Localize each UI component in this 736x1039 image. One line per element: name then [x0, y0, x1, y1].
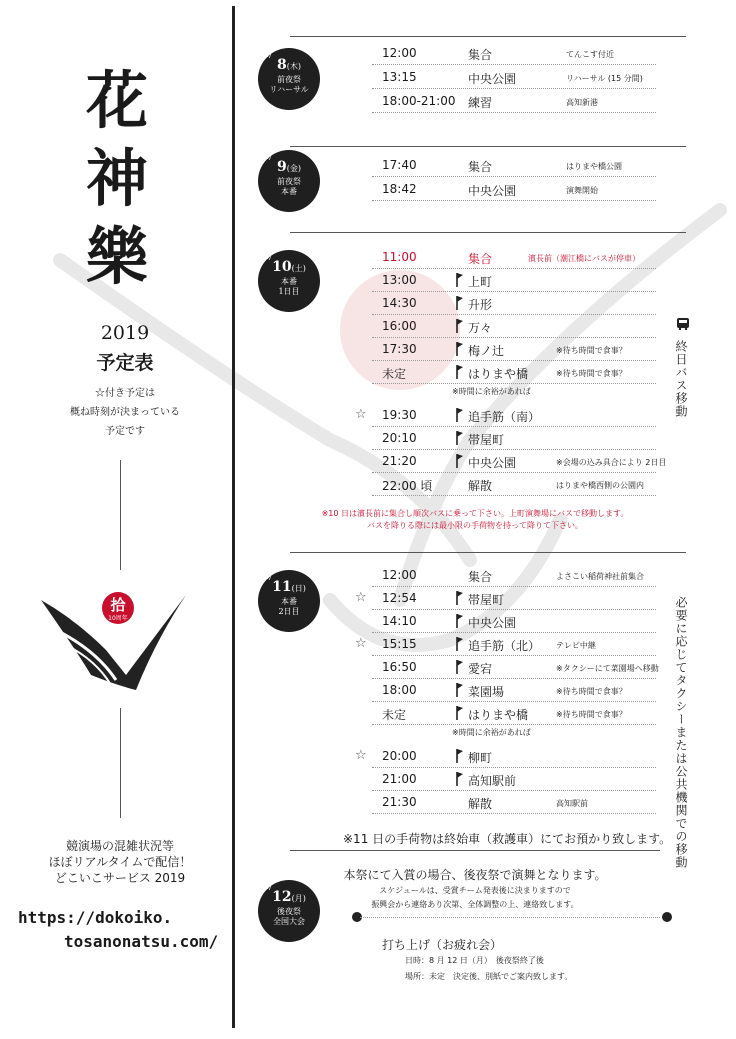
row-event: 集合: [468, 160, 493, 174]
schedule-row: [372, 633, 656, 656]
service-url-line2[interactable]: tosanonatsu.com/: [64, 932, 219, 951]
row-time: 18:00: [382, 683, 417, 697]
live-info-line: ほぼリアルタイムで配信！: [48, 855, 192, 869]
row-event: 梅ノ辻: [468, 344, 505, 358]
party-place: 場所：未定 決定後、別紙でご案内致します。: [405, 972, 573, 981]
row-time: 17:40: [382, 158, 417, 172]
schedule-row: [372, 473, 656, 496]
row-event: 解散: [468, 797, 493, 811]
row-event: 集合: [468, 252, 493, 266]
schedule-row: [372, 450, 667, 473]
title-char-2: 神: [85, 142, 148, 215]
row-event: 高知駅前: [468, 774, 517, 788]
bus-icon: [676, 318, 690, 330]
row-note: ※会場の込み具合により 2日目: [556, 458, 667, 467]
row-note: はりまや橋公園: [566, 162, 622, 171]
row-event: はりまや橋: [468, 367, 529, 381]
schedule-row: [372, 42, 656, 65]
row-event: 集合: [468, 570, 493, 584]
badge-day: 9(金): [277, 159, 301, 175]
logo-badge-bottom: 10周年: [108, 615, 128, 622]
row-event: 上町: [468, 275, 493, 289]
live-info-line: どこいこサービス 2019: [54, 871, 186, 885]
badge-month: 8/: [264, 572, 272, 581]
star-icon: ☆: [355, 748, 367, 763]
banner-pole-icon: [454, 453, 464, 469]
banner-pole-icon: [454, 636, 464, 652]
row-time: 12:54: [382, 591, 417, 605]
divider: [120, 708, 121, 818]
row-note: ※待ち時間で食事？: [556, 687, 627, 696]
row-time: 12:00: [382, 568, 417, 582]
banner-pole-icon: [454, 613, 464, 629]
row-event: 菜園場: [468, 685, 505, 699]
banner-pole-icon: [454, 682, 464, 698]
row-time: 20:00: [382, 749, 417, 763]
badge-subtitle: 前夜祭 本番: [277, 177, 301, 196]
finale-line-2: スケジュールは、受賞チーム発表後に決まりますので: [379, 886, 571, 895]
row-event: 追手筋（北）: [468, 639, 541, 653]
row-time: 16:50: [382, 660, 417, 674]
date-badge: [258, 250, 320, 312]
row-time: 12:00: [382, 46, 417, 60]
row-time: 13:15: [382, 70, 417, 84]
row-time: 19:30: [382, 408, 417, 422]
section-divider: [290, 552, 686, 553]
star-legend-line: 概ね時刻が決まっている: [70, 407, 180, 418]
row-note: テレビ中継: [556, 641, 596, 650]
star-icon: ☆: [355, 590, 367, 605]
schedule-row: [372, 269, 656, 292]
row-note: ※待ち時間で食事？: [556, 346, 627, 355]
schedule-row: [372, 656, 659, 679]
schedule-row: [372, 564, 656, 587]
row-time: 15:15: [382, 637, 417, 651]
finale-line-1: 本祭にて入賞の場合、後夜祭で演舞となります。: [343, 868, 607, 882]
schedule-row: [372, 768, 656, 791]
section-divider: [290, 850, 660, 851]
row-time: 14:30: [382, 296, 417, 310]
banner-pole-icon: [454, 705, 464, 721]
badge-day: 8(木): [277, 57, 301, 73]
service-url-line1[interactable]: https://dokoiko.: [18, 908, 173, 927]
schedule-row: [372, 246, 656, 269]
badge-month: 8/: [264, 252, 272, 261]
live-info-notice: [20, 838, 220, 886]
schedule-row: [372, 292, 656, 315]
row-event: 柳町: [468, 751, 493, 765]
badge-day: 11(日): [272, 579, 306, 595]
team-logo-crane: [36, 580, 196, 710]
banner-pole-icon: [454, 430, 464, 446]
main-vertical-divider: [232, 6, 235, 1028]
badge-month: 8/: [264, 882, 272, 891]
schedule-row: [372, 66, 656, 89]
badge-subtitle: 後夜祭 全国大会: [273, 907, 305, 926]
schedule-row: [372, 361, 656, 384]
section-divider: [290, 232, 686, 233]
divider: [120, 460, 121, 570]
conditional-note: ※時間に余裕があれば: [452, 728, 531, 737]
row-time: 21:30: [382, 795, 417, 809]
schedule-row: [372, 404, 656, 427]
bus-warning: ※10 日は濱長前に集合し順次バスに乗って下さい。上町演舞場にバスで移動します。 バスを降りる際には最小限の手荷物を持って降りて下さい。: [321, 509, 629, 530]
row-event: 中央公園: [468, 456, 517, 470]
ornament-right-icon: [662, 912, 672, 922]
schedule-row: [372, 679, 656, 702]
row-event: 愛宕: [468, 662, 493, 676]
row-event: 中央公園: [468, 616, 517, 630]
row-time: 21:00: [382, 772, 417, 786]
row-time: 14:10: [382, 614, 417, 628]
row-note: はりまや橋西側の公園内: [556, 481, 644, 490]
banner-pole-icon: [454, 748, 464, 764]
row-event: 集合: [468, 48, 493, 62]
row-time: 18:00-21:00: [382, 94, 456, 108]
schedule-row: [372, 791, 656, 814]
badge-day: 12(月): [272, 889, 306, 905]
live-info-line: 競演場の混雑状況等: [65, 839, 174, 853]
luggage-note: ※11 日の手荷物は終始車（救護車）にてお預かり致します。: [343, 832, 672, 846]
schedule-row: [372, 745, 656, 768]
side-note-bus: 終日バス移動: [674, 340, 688, 418]
banner-pole-icon: [454, 318, 464, 334]
row-event: 中央公園: [468, 184, 517, 198]
badge-month: 8/: [264, 152, 272, 161]
row-note: てんこす付近: [566, 50, 614, 59]
banner-pole-icon: [454, 659, 464, 675]
section-divider: [290, 146, 686, 147]
row-event: 練習: [468, 96, 493, 110]
badge-subtitle: 本番 1日目: [278, 277, 300, 296]
row-note: ※待ち時間で食事？: [556, 710, 627, 719]
row-time: 未定: [382, 708, 407, 722]
schedule-row: [372, 178, 656, 201]
finale-line-3: 振興会から連絡あり次第、全体調整の上、連絡致します。: [371, 900, 579, 909]
star-legend: [40, 384, 210, 441]
section-divider: [290, 36, 686, 37]
star-legend-line: ☆付き予定は: [95, 388, 155, 399]
year: 2019: [100, 322, 150, 344]
title-char-1: 花: [85, 64, 148, 137]
banner-pole-icon: [454, 341, 464, 357]
row-event: 解散: [468, 479, 493, 493]
badge-subtitle: 前夜祭 リハーサル: [269, 75, 309, 94]
schedule-row: [372, 90, 656, 113]
party-title: 打ち上げ（お疲れ会）: [382, 938, 503, 952]
row-event: はりまや橋: [468, 708, 529, 722]
banner-pole-icon: [454, 407, 464, 423]
row-note: ※タクシーにて菜園場へ移動: [556, 664, 659, 673]
row-note: ※待ち時間で食事？: [556, 369, 627, 378]
badge-day: 10(土): [272, 259, 306, 275]
row-time: 18:42: [382, 182, 417, 196]
row-note: リハーサル (15 分間): [566, 74, 643, 83]
badge-subtitle: 本番 2日目: [278, 597, 300, 616]
schedule-row: [372, 587, 656, 610]
banner-pole-icon: [454, 590, 464, 606]
side-note-taxi: 必要に応じてタクシーまたは公共機関での移動: [674, 596, 688, 869]
title-char-3: 樂: [85, 220, 148, 293]
party-date: 日時：8 月 12 日（月） 後夜祭終了後: [405, 956, 544, 965]
conditional-note: ※時間に余裕があれば: [452, 387, 531, 396]
schedule-row: [372, 315, 656, 338]
badge-month: 8/: [264, 50, 272, 59]
row-event: 万々: [468, 321, 493, 335]
row-time: 17:30: [382, 342, 417, 356]
schedule-row: [372, 610, 656, 633]
row-note: 濱長前（潮江橋にバスが停車）: [528, 254, 640, 263]
date-badge: [258, 48, 320, 110]
star-icon: ☆: [355, 407, 367, 422]
schedule-row: [372, 702, 656, 725]
dotted-divider: [360, 917, 660, 919]
row-time: 11:00: [382, 250, 417, 264]
date-badge: [258, 150, 320, 212]
row-event: 中央公園: [468, 72, 517, 86]
star-icon: ☆: [355, 636, 367, 651]
row-time: 22:00 頃: [382, 479, 433, 493]
row-note: 高知駅前: [556, 799, 588, 808]
banner-pole-icon: [454, 272, 464, 288]
row-note: 高知新港: [566, 98, 598, 107]
row-time: 16:00: [382, 319, 417, 333]
row-time: 20:10: [382, 431, 417, 445]
row-time: 未定: [382, 367, 407, 381]
schedule-row: [372, 338, 656, 361]
row-event: 帯屋町: [468, 593, 505, 607]
date-badge: [258, 570, 320, 632]
logo-badge-top: 拾: [110, 596, 126, 614]
schedule-row: [372, 154, 656, 177]
row-event: 帯屋町: [468, 433, 505, 447]
finale-details: [290, 884, 660, 912]
banner-pole-icon: [454, 295, 464, 311]
schedule-row: [372, 427, 656, 450]
row-event: 升形: [468, 298, 493, 312]
banner-pole-icon: [454, 364, 464, 380]
row-note: 演舞開始: [566, 186, 598, 195]
row-note: よさこい稲荷神社前集合: [556, 572, 644, 581]
star-legend-line: 予定です: [105, 426, 145, 437]
row-time: 13:00: [382, 273, 417, 287]
banner-pole-icon: [454, 771, 464, 787]
row-event: 追手筋（南）: [468, 410, 541, 424]
row-time: 21:20: [382, 454, 417, 468]
event-title: [72, 62, 162, 296]
schedule-title: 予定表: [96, 352, 154, 374]
